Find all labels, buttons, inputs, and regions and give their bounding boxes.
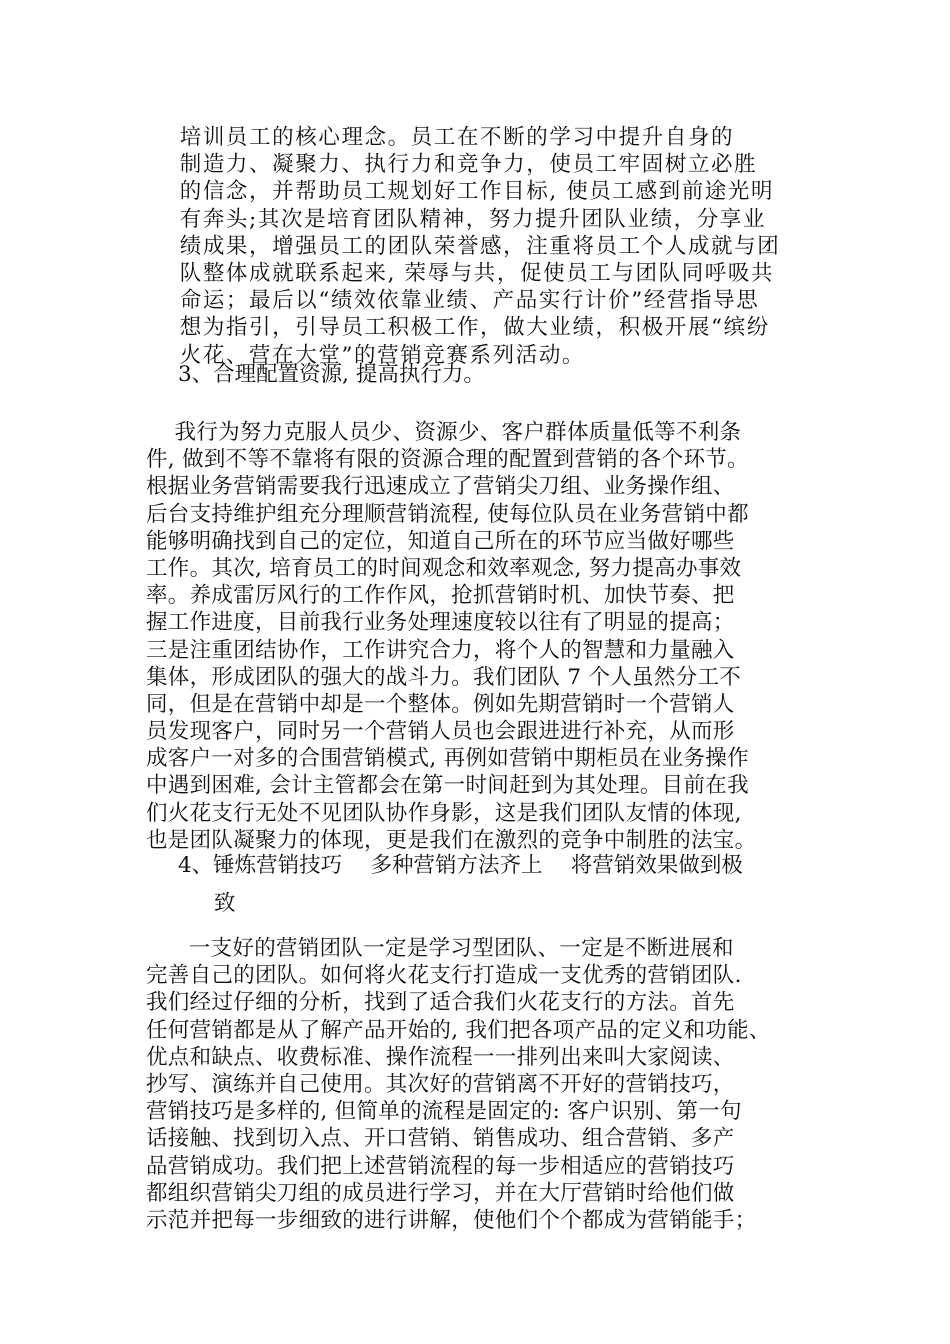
text-line: 品营销成功。我们把上述营销流程的每一步相适应的营销技巧	[146, 1153, 735, 1179]
text-line: 完善自己的团队。如何将火花支行打造成一支优秀的营销团队.	[146, 963, 742, 989]
text-line: 根据业务营销需要我行迅速成立了营销尖刀组、业务操作组、	[146, 474, 735, 500]
text-line: 都组织营销尖刀组的成员进行学习，并在大厅营销时给他们做	[146, 1180, 735, 1206]
text-line: 件, 做到不等不靠将有限的资源合理的配置到营销的各个环节。	[146, 447, 749, 473]
text-line: 能够明确找到自己的定位，知道自己所在的环节应当做好哪些	[146, 528, 735, 554]
text-line: 成客户一对多的合围营销模式, 再例如营销中期柜员在业务操作	[146, 746, 749, 772]
text-line: 有奔头;其次是培育团队精神，努力提升团队业绩，分享业	[146, 206, 767, 232]
paragraph-sales-skills	[146, 935, 818, 1234]
text-line: 队整体成就联系起来, 荣辱与共，促使员工与团队同呼吸共	[146, 260, 775, 286]
text-line: 中遇到困难, 会计主管都会在第一时间赶到为其处理。目前在我	[146, 773, 749, 799]
text-line: 集体，形成团队的强大的战斗力。我们团队 7 个人虽然分工不	[146, 664, 742, 690]
section-heading-4-continued: 致	[214, 891, 236, 916]
text-line: 火花、营在大堂”的营销竞赛系列活动。	[146, 342, 586, 368]
text-line: 任何营销都是从了解产品开始的, 我们把各项产品的定义和功能、	[146, 1017, 771, 1043]
text-line: 的信念，并帮助员工规划好工作目标, 使员工感到前途光明	[146, 179, 775, 205]
text-line: 三是注重团结协作，工作讲究合力，将个人的智慧和力量融入	[146, 637, 735, 663]
text-line: 我们经过仔细的分析，找到了适合我们火花支行的方法。首先	[146, 990, 735, 1016]
text-line: 握工作进度，目前我行业务处理速度较以往有了明显的提高；	[146, 610, 735, 636]
text-line: 示范并把每一步细致的进行讲解，使他们个个都成为营销能手；	[146, 1207, 757, 1233]
section-heading-3: 3、合理配置资源, 提高执行力。	[178, 362, 485, 387]
text-line: 制造力、凝聚力、执行力和竞争力，使员工牢固树立必胜	[146, 152, 758, 178]
text-line: 话接触、找到切入点、开口营销、销售成功、组合营销、多产	[146, 1126, 735, 1152]
text-line: 绩成果，增强员工的团队荣誉感，注重将员工个人成就与团	[146, 233, 781, 259]
text-line: 员发现客户，同时另一个营销人员也会跟进进行补充，从而形	[146, 719, 735, 745]
text-line: 我行为努力克服人员少、资源少、客户群体质量低等不利条	[146, 420, 742, 445]
text-line: 优点和缺点、收费标准、操作流程一一排列出来叫大家阅读、	[146, 1044, 735, 1070]
text-line: 同，但是在营销中却是一个整体。例如先期营销时一个营销人	[146, 691, 735, 717]
text-line: 想为指引，引导员工积极工作，做大业绩，积极开展“缤纷	[146, 315, 770, 341]
text-line: 营销技巧是多样的, 但简单的流程是固定的: 客户识别、第一句	[146, 1099, 742, 1125]
text-line: 后台支持维护组充分理顺营销流程, 使每位队员在业务营销中都	[146, 501, 749, 527]
text-line: 也是团队凝聚力的体现，更是我们在激烈的竞争中制胜的法宝。	[146, 827, 757, 853]
text-line: 率。养成雷厉风行的工作作风，抢抓营销时机、加快节奏、把	[146, 583, 735, 609]
paragraph-resource-allocation	[146, 419, 818, 854]
section-heading-4: 4、锤炼营销技巧 多种营销方法齐上 将营销效果做到极	[178, 853, 743, 878]
text-line: 培训员工的核心理念。员工在不断的学习中提升自身的	[146, 125, 735, 150]
text-line: 抄写、演练并自己使用。其次好的营销离不开好的营销技巧，	[146, 1071, 735, 1097]
text-line: 一支好的营销团队一定是学习型团队、一定是不断进展和	[146, 936, 734, 961]
paragraph-core-philosophy	[146, 124, 806, 369]
text-line: 们火花支行无处不见团队协作身影，这是我们团队友情的体现,	[146, 800, 742, 826]
text-line: 工作。其次, 培育员工的时间观念和效率观念, 努力提高办事效	[146, 555, 742, 581]
text-line: 命运；最后以“绩效依靠业绩、产品实行计价”经营指导思	[146, 288, 760, 314]
